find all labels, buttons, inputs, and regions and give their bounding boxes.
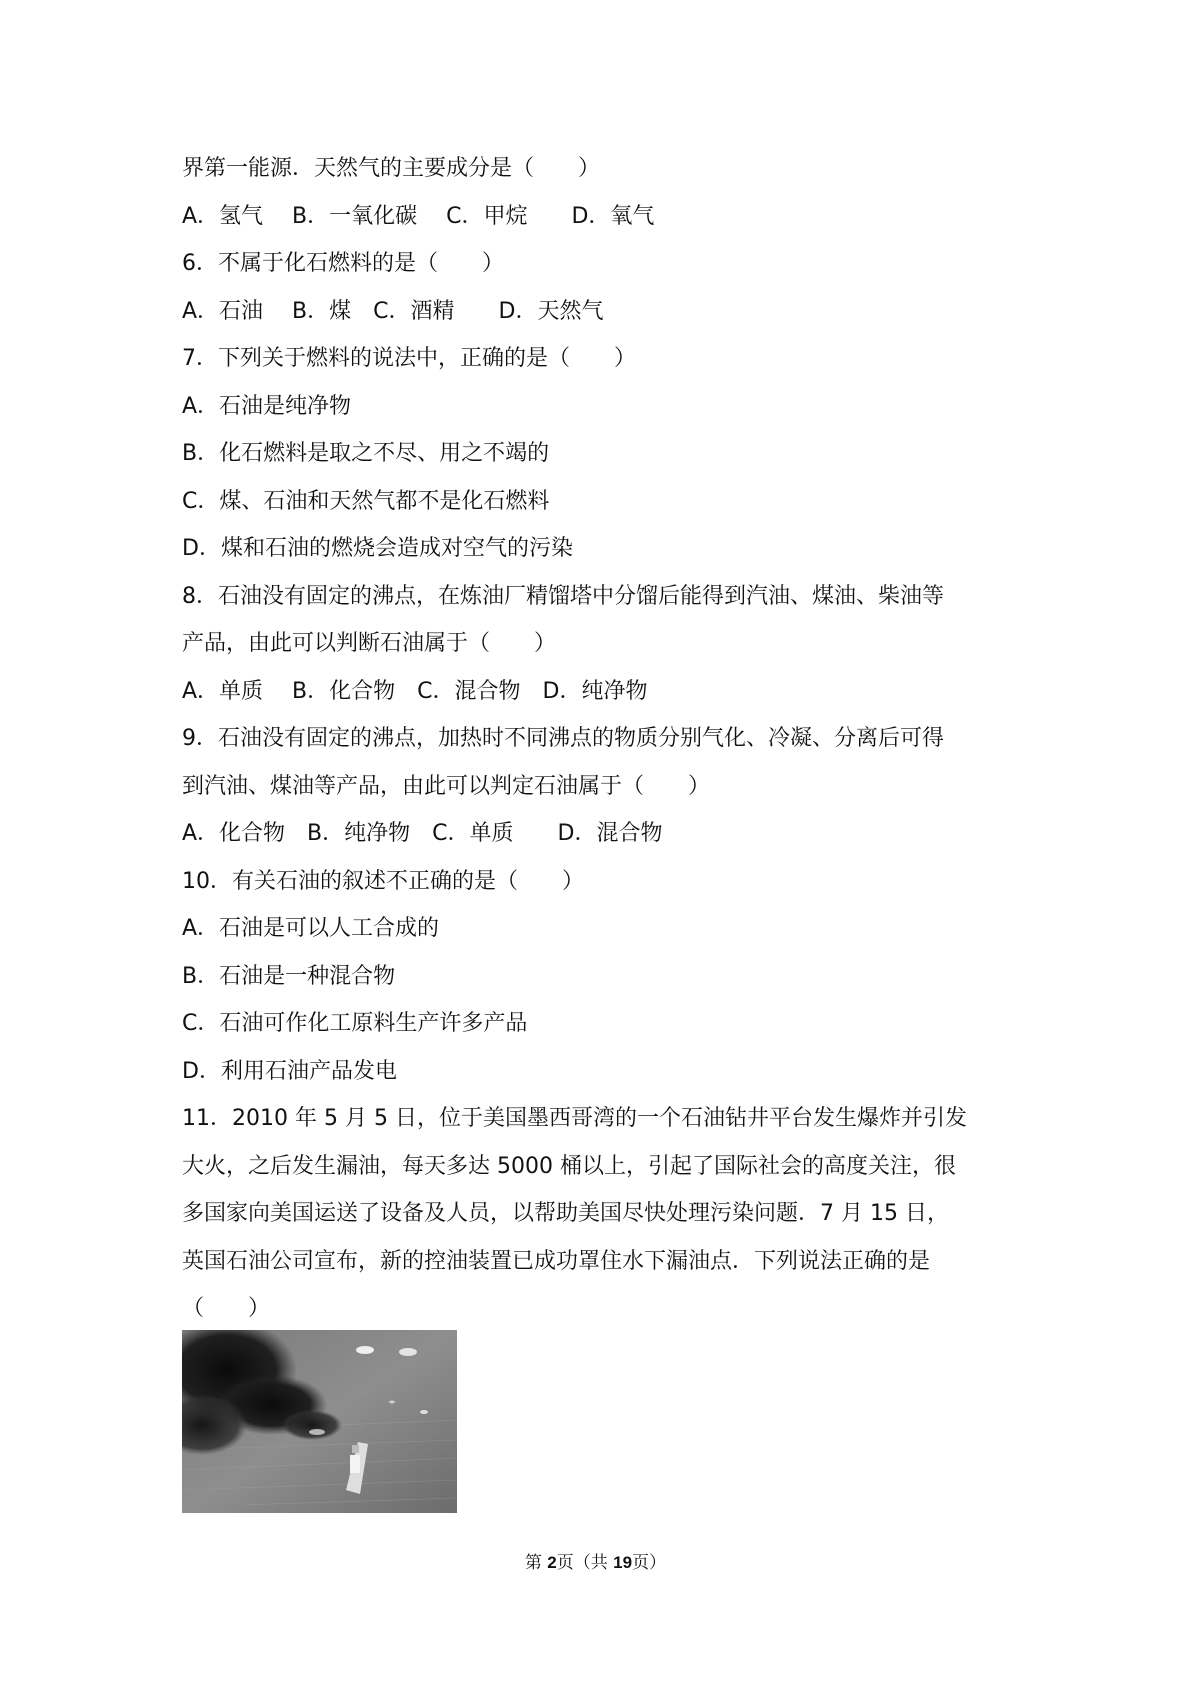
- page-total: 19: [613, 1553, 633, 1572]
- text-line: 界第一能源．天然气的主要成分是（ ）: [182, 156, 601, 181]
- answer-options: A．化合物 B．纯净物 C．单质 D．混合物: [182, 821, 663, 846]
- question-11-cont: 大火，之后发生漏油，每天多达 5000 桶以上，引起了国际社会的高度关注，很: [182, 1154, 956, 1179]
- answer-option-a: A．石油是可以人工合成的: [182, 916, 440, 941]
- answer-option-b: B．化石燃料是取之不尽、用之不竭的: [182, 441, 550, 466]
- fire-glow: [309, 1429, 325, 1435]
- question-11-cont: 英国石油公司宣布，新的控油装置已成功罩住水下漏油点．下列说法正确的是: [182, 1249, 931, 1274]
- answer-option-c: C．石油可作化工原料生产许多产品: [182, 1011, 528, 1036]
- answer-option-a: A．石油是纯净物: [182, 394, 352, 419]
- question-6: 6．不属于化石燃料的是（ ）: [182, 251, 504, 276]
- footer-prefix: 第: [524, 1553, 548, 1573]
- footer-middle: 页（共: [556, 1553, 614, 1573]
- question-8-cont: 产品，由此可以判断石油属于（ ）: [182, 631, 557, 656]
- question-11-cont: 多国家向美国运送了设备及人员，以帮助美国尽快处理污染问题．7 月 15 日，: [182, 1201, 949, 1226]
- page-number: 2: [547, 1553, 557, 1572]
- answer-option-d: D．利用石油产品发电: [182, 1059, 397, 1084]
- question-7: 7．下列关于燃料的说法中，正确的是（ ）: [182, 346, 636, 371]
- answer-options: A．石油 B．煤 C．酒精 D．天然气: [182, 299, 604, 324]
- question-11-blank: （ ）: [182, 1296, 271, 1321]
- question-8: 8．石油没有固定的沸点，在炼油厂精馏塔中分馏后能得到汽油、煤油、柴油等: [182, 584, 944, 609]
- question-11: 11．2010 年 5 月 5 日，位于美国墨西哥湾的一个石油钻井平台发生爆炸并引发: [182, 1106, 967, 1131]
- smoke-plume: [282, 1410, 342, 1440]
- footer-suffix: 页）: [632, 1553, 667, 1573]
- question-10: 10．有关石油的叙述不正确的是（ ）: [182, 869, 584, 894]
- answer-option-d: D．煤和石油的燃烧会造成对空气的污染: [182, 536, 573, 561]
- page-footer: [0, 1548, 1191, 1573]
- answer-option-c: C．煤、石油和天然气都不是化石燃料: [182, 489, 550, 514]
- oil-spill-photo: [182, 1330, 457, 1513]
- answer-options: A．氢气 B．一氧化碳 C．甲烷 D．氧气: [182, 204, 655, 229]
- question-9: 9．石油没有固定的沸点，加热时不同沸点的物质分别气化、冷凝、分离后可得: [182, 726, 944, 751]
- question-9-cont: 到汽油、煤油等产品，由此可以判定石油属于（ ）: [182, 774, 711, 799]
- answer-option-b: B．石油是一种混合物: [182, 964, 396, 989]
- answer-options: A．单质 B．化合物 C．混合物 D．纯净物: [182, 679, 648, 704]
